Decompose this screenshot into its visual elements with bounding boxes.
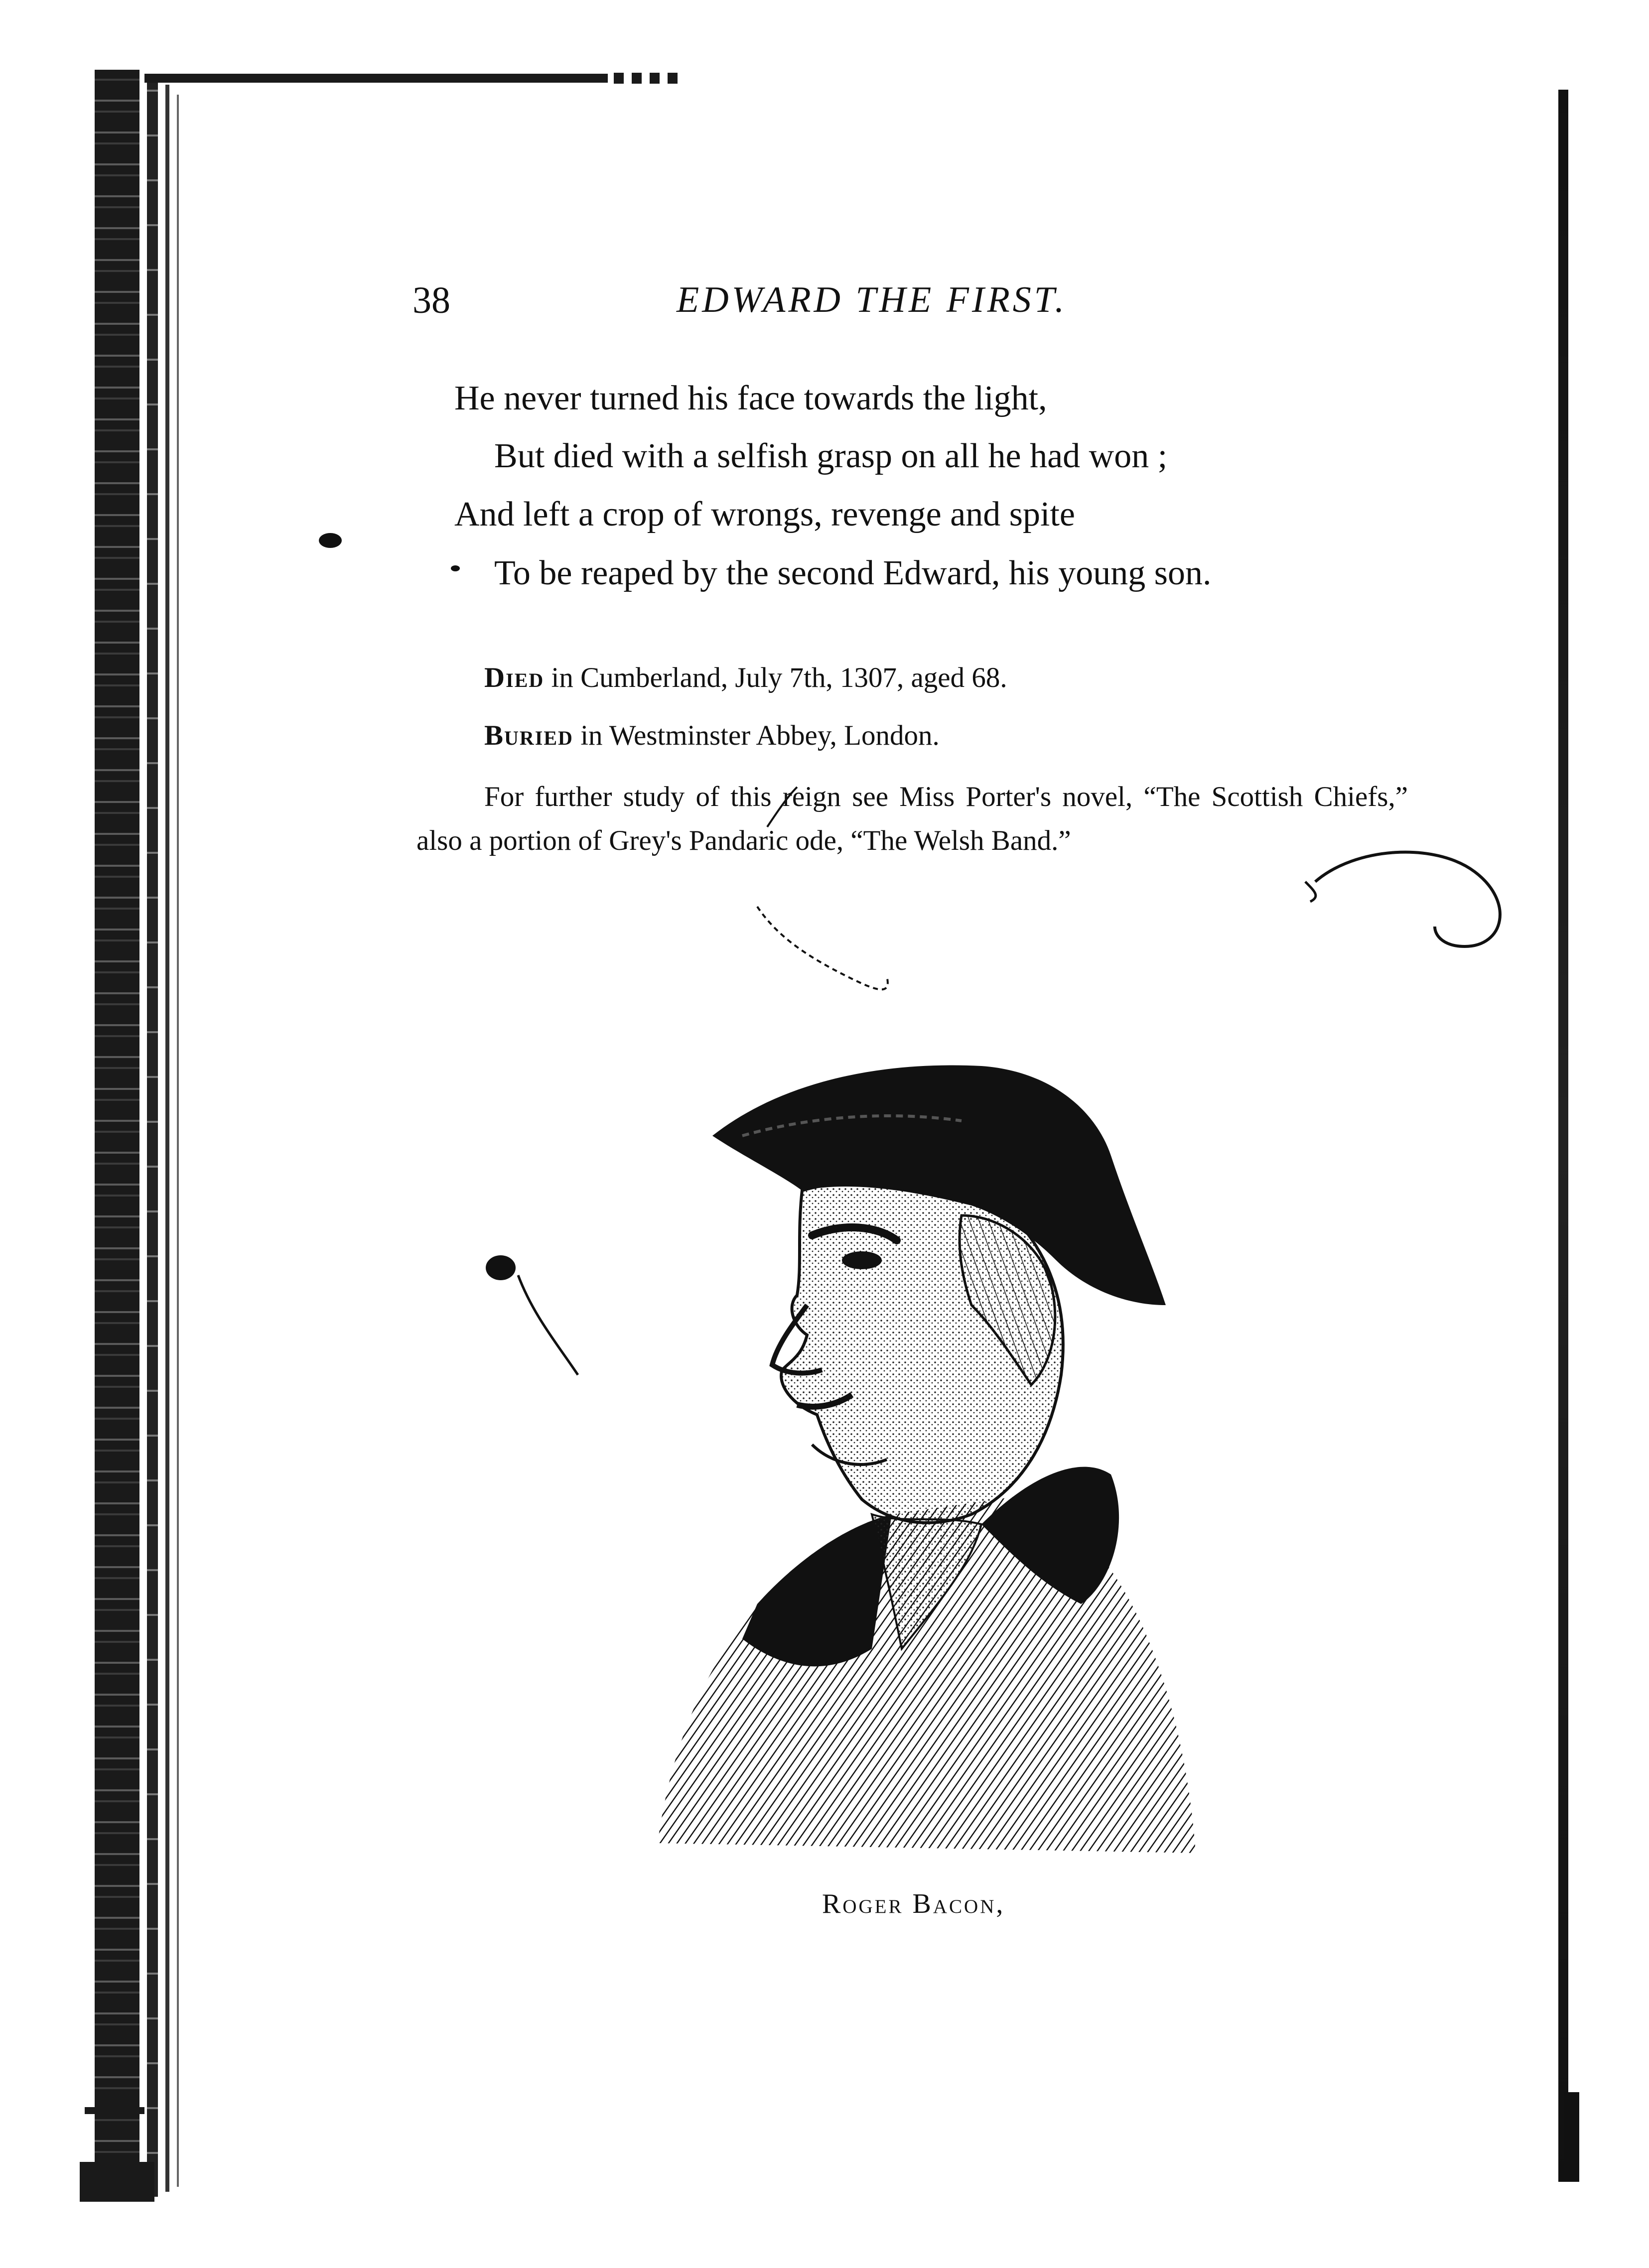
poem-line: But died with a selfish grasp on all he had won ; xyxy=(494,437,1168,475)
binding-edge-left xyxy=(95,70,139,2197)
binding-edge-bottom-left xyxy=(80,2162,154,2202)
death-note xyxy=(484,662,1007,694)
running-title: EDWARD THE FIRST. xyxy=(677,279,1067,320)
ink-blot xyxy=(451,565,460,571)
poem-line: He never turned his face towards the light, xyxy=(454,379,1047,417)
further-study-paragraph: For further study of this reign see Miss Porter's novel, “The Scottish Chiefs,” also a portion of Grey's Pandaric ode, “The Welsh Band.” xyxy=(416,781,1408,856)
ink-blot xyxy=(319,533,342,548)
death-note-lead: Died xyxy=(484,662,545,693)
binding-rule-left xyxy=(165,85,169,2192)
burial-note xyxy=(484,719,940,752)
binding-edge-top xyxy=(144,74,608,83)
page-number: 38 xyxy=(412,279,450,321)
portrait-engraving xyxy=(593,1026,1240,1883)
poem-line: To be reaped by the second Edward, his young son. xyxy=(494,554,1212,592)
binding-edge-left-inner xyxy=(147,75,158,2197)
page-edge-right xyxy=(1558,90,1568,2182)
burial-note-lead: Buried xyxy=(484,720,573,751)
portrait-caption: Roger Bacon, xyxy=(822,1888,1005,1919)
ink-blot xyxy=(486,1255,516,1280)
portrait-cloak-dark xyxy=(742,1514,892,1666)
death-note-text: in Cumberland, July 7th, 1307, aged 68. xyxy=(544,662,1007,693)
binding-edge-top-dots xyxy=(614,73,684,84)
poem-line: And left a crop of wrongs, revenge and spite xyxy=(454,495,1075,534)
portrait-eye xyxy=(842,1251,882,1269)
page-edge-right-tail xyxy=(1564,2092,1579,2182)
burial-note-text: in Westminster Abbey, London. xyxy=(573,720,940,751)
binding-rule-left-thin xyxy=(177,95,179,2187)
